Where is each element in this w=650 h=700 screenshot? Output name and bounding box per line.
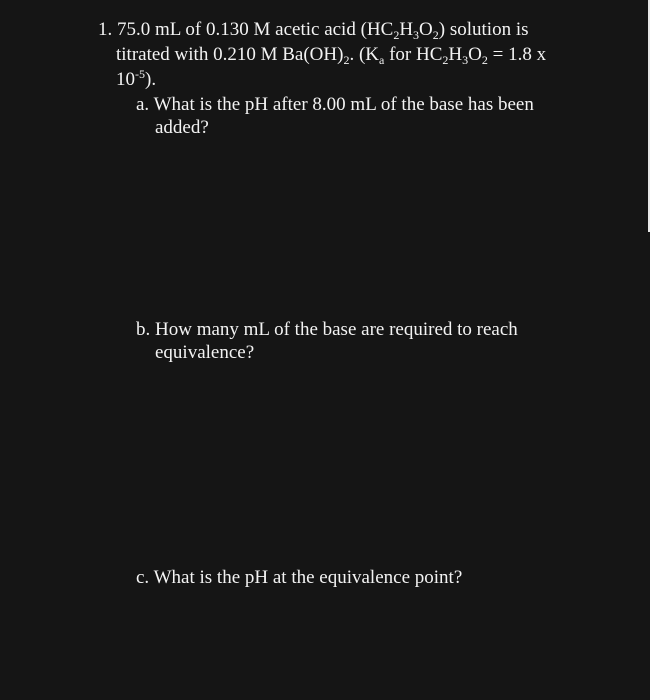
problem-line-1: 1. 75.0 mL of 0.130 M acetic acid $(HC_2H_3O_2)$ solution is <box>98 19 529 42</box>
problem-line-2: titrated with 0.210 M $Ba(OH)_2$. ($K_a$ for $HC_2H_3O_2 = 1.8$ x <box>116 44 547 67</box>
question-a-text: What is the pH after 8.00 mL of the base has been <box>153 94 534 115</box>
question-b-line-2: equivalence? <box>155 342 255 363</box>
question-b-text: How many mL of the base are required to reach <box>155 319 518 340</box>
question-a-line-1 <box>136 93 534 116</box>
question-c-text: What is the pH at the equivalence point? <box>153 567 463 588</box>
question-b-line-1 <box>136 318 518 341</box>
question-c-label: c. <box>136 567 150 588</box>
problem-number: 1. <box>98 19 113 40</box>
question-a-label: a. <box>136 94 150 115</box>
problem-line-3: $10^{-5}$). <box>116 67 157 90</box>
question-b-label: b. <box>136 319 151 340</box>
question-a-line-2: added? <box>155 117 209 138</box>
question-c-line-1 <box>136 566 462 589</box>
